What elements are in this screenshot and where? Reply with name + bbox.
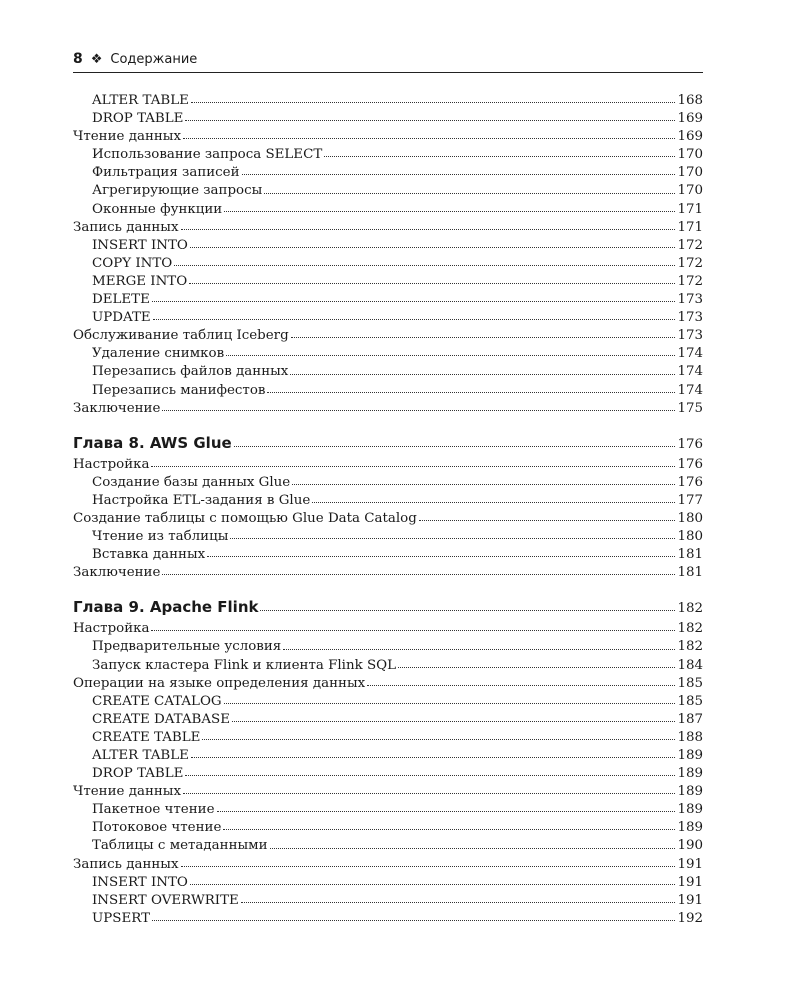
toc-entry-title: COPY INTO (92, 255, 173, 271)
toc-entry-title: INSERT OVERWRITE (92, 892, 239, 908)
toc-entry-title: MERGE INTO (92, 273, 188, 289)
toc-entry-title: Глава 9. Apache Flink (73, 598, 259, 617)
page-number: 8 (73, 51, 83, 67)
toc-subsection-entry[interactable] (73, 657, 703, 675)
dot-leader (181, 228, 676, 230)
dot-leader (224, 210, 675, 212)
toc-section-entry[interactable] (73, 456, 703, 474)
toc-entry-page: 182 (677, 639, 703, 655)
toc-entry-page: 182 (677, 601, 703, 617)
dot-leader (152, 919, 675, 921)
toc-subsection-entry[interactable] (73, 801, 703, 819)
toc-entry-title: DELETE (92, 292, 150, 308)
dot-leader (260, 609, 675, 611)
toc-entry-title: Заключение (73, 565, 161, 581)
toc-entry-title: Чтение из таблицы (92, 529, 229, 545)
toc-entry-page: 174 (677, 382, 703, 398)
toc-entry-page: 177 (677, 492, 703, 508)
toc-entry-page: 174 (677, 346, 703, 362)
dot-leader (191, 756, 676, 758)
toc-entry-title: Фильтрация записей (92, 165, 240, 181)
toc-entry-title: CREATE CATALOG (92, 693, 222, 709)
toc-entry-page: 189 (677, 784, 703, 800)
toc-entry-page: 182 (677, 621, 703, 637)
toc-entry-page: 188 (677, 729, 703, 745)
toc-entry-page: 190 (677, 838, 703, 854)
toc-entry-page: 176 (677, 456, 703, 472)
toc-entry-title: UPSERT (92, 910, 151, 926)
toc-entry-title: ALTER TABLE (92, 748, 189, 763)
toc-entry-title: Перезапись манифестов (92, 382, 266, 398)
toc-subsection-entry[interactable] (73, 492, 703, 510)
toc-section-entry[interactable] (73, 400, 703, 418)
dot-leader (152, 300, 676, 302)
dot-leader (230, 537, 675, 539)
dot-leader (241, 901, 676, 903)
toc-entry-page: 172 (677, 273, 703, 289)
toc-subsection-entry[interactable] (73, 747, 703, 765)
toc-subsection-entry[interactable] (73, 182, 703, 200)
toc-subsection-entry[interactable] (73, 638, 703, 656)
dot-leader (190, 246, 676, 248)
toc-subsection-entry[interactable] (73, 474, 703, 492)
toc-chapter-entry[interactable] (73, 432, 703, 454)
toc-subsection-entry[interactable] (73, 382, 703, 400)
toc-entry-title: Удаление снимков (92, 346, 225, 362)
toc-section-entry[interactable] (73, 675, 703, 693)
toc-entry-title: Заключение (73, 400, 161, 416)
toc-subsection-entry[interactable] (73, 910, 703, 928)
toc-subsection-entry[interactable] (73, 819, 703, 837)
toc-subsection-entry[interactable] (73, 837, 703, 855)
dot-leader (153, 318, 676, 320)
toc-entry-title: Настройка ETL-задания в Glue (92, 492, 311, 508)
toc-entry-page: 185 (677, 675, 703, 691)
toc-entry-page: 189 (677, 802, 703, 818)
toc-subsection-entry[interactable] (73, 345, 703, 363)
dot-leader (162, 573, 675, 575)
dot-leader (174, 264, 675, 266)
toc-entry-title: Вставка данных (92, 547, 206, 563)
toc-entry-title: INSERT INTO (92, 874, 188, 890)
toc-subsection-entry[interactable] (73, 201, 703, 219)
table-of-contents (73, 92, 703, 928)
toc-entry-title: Потоковое чтение (92, 820, 222, 836)
dot-leader (290, 373, 675, 375)
toc-entry-title: Чтение данных (73, 129, 182, 145)
toc-subsection-entry[interactable] (73, 363, 703, 381)
toc-entry-page: 170 (677, 183, 703, 199)
toc-subsection-entry[interactable] (73, 273, 703, 291)
toc-subsection-entry[interactable] (73, 255, 703, 273)
toc-entry-title: Перезапись файлов данных (92, 364, 289, 380)
dot-leader (419, 519, 676, 521)
toc-entry-title: DROP TABLE (92, 766, 184, 782)
dot-leader (183, 792, 675, 794)
toc-entry-page: 181 (677, 547, 703, 563)
toc-subsection-entry[interactable] (73, 765, 703, 783)
dot-leader (242, 173, 676, 175)
toc-section-entry[interactable] (73, 856, 703, 874)
toc-subsection-entry[interactable] (73, 693, 703, 711)
dot-leader (183, 137, 675, 139)
toc-section-entry[interactable] (73, 620, 703, 638)
dot-leader (234, 445, 676, 447)
toc-subsection-entry[interactable] (73, 237, 703, 255)
toc-entry-page: 175 (677, 400, 703, 416)
toc-entry-page: 173 (677, 310, 703, 326)
dot-leader (190, 883, 676, 885)
page (73, 48, 703, 928)
toc-entry-page: 176 (677, 436, 703, 452)
toc-entry-title: ALTER TABLE (92, 93, 189, 108)
dot-leader (189, 282, 675, 284)
toc-subsection-entry[interactable] (73, 92, 703, 110)
dot-leader (162, 409, 675, 411)
toc-entry-page: 184 (677, 657, 703, 673)
toc-subsection-entry[interactable] (73, 146, 703, 164)
toc-section-entry[interactable] (73, 783, 703, 801)
toc-entry-title: Запуск кластера Flink и клиента Flink SQL (92, 657, 396, 673)
toc-entry-title: Обслуживание таблиц Iceberg (73, 328, 289, 344)
toc-chapter-entry[interactable] (73, 596, 703, 618)
toc-entry-page: 170 (677, 147, 703, 163)
toc-entry-page: 172 (677, 237, 703, 253)
toc-entry-title: CREATE DATABASE (92, 711, 231, 727)
dot-leader (185, 774, 675, 776)
toc-entry-page: 192 (677, 910, 703, 926)
toc-entry-title: Агрегирующие запросы (92, 183, 263, 199)
toc-entry-title: Запись данных (73, 219, 179, 235)
toc-subsection-entry[interactable] (73, 110, 703, 128)
toc-entry-page: 191 (677, 892, 703, 908)
dot-leader (217, 810, 676, 812)
toc-entry-title: Предварительные условия (92, 639, 282, 655)
toc-entry-page: 185 (677, 693, 703, 709)
toc-subsection-entry[interactable] (73, 291, 703, 309)
toc-entry-title: Глава 8. AWS Glue (73, 433, 232, 452)
toc-entry-page: 172 (677, 255, 703, 271)
dot-leader (232, 720, 675, 722)
toc-entry-page: 174 (677, 364, 703, 380)
toc-entry-title: CREATE TABLE (92, 729, 201, 745)
dot-leader (270, 847, 676, 849)
dot-leader (207, 555, 675, 557)
dot-leader (324, 155, 675, 157)
toc-entry-page: 180 (677, 529, 703, 545)
dot-leader (267, 391, 675, 393)
toc-entry-title: Создание таблицы с помощью Glue Data Catalog (73, 510, 417, 526)
dot-leader (264, 192, 675, 194)
toc-entry-page: 180 (677, 510, 703, 526)
toc-entry-page: 191 (677, 856, 703, 872)
toc-entry-page: 189 (677, 766, 703, 782)
dot-leader (151, 629, 675, 631)
toc-entry-title: UPDATE (92, 310, 151, 326)
dot-leader (292, 483, 675, 485)
toc-section-entry[interactable] (73, 327, 703, 345)
toc-entry-page: 173 (677, 328, 703, 344)
toc-entry-page: 187 (677, 711, 703, 727)
dot-leader (151, 465, 675, 467)
toc-entry-title: Чтение данных (73, 784, 182, 800)
toc-subsection-entry[interactable] (73, 874, 703, 892)
running-header (73, 48, 703, 73)
toc-entry-page: 176 (677, 474, 703, 490)
toc-entry-page: 171 (677, 201, 703, 217)
dot-leader (224, 702, 676, 704)
toc-entry-title: DROP TABLE (92, 111, 184, 127)
dot-leader (398, 666, 675, 668)
toc-entry-page: 189 (677, 748, 703, 763)
toc-entry-title: INSERT INTO (92, 237, 188, 253)
toc-entry-page: 189 (677, 820, 703, 836)
toc-subsection-entry[interactable] (73, 892, 703, 910)
dot-leader (223, 828, 675, 830)
toc-entry-title: Оконные функции (92, 201, 223, 217)
toc-section-entry[interactable] (73, 219, 703, 237)
dot-leader (181, 865, 676, 867)
dot-leader (226, 354, 675, 356)
dot-leader (185, 119, 675, 121)
dot-leader (367, 684, 675, 686)
toc-entry-page: 168 (677, 93, 703, 108)
toc-subsection-entry[interactable] (73, 729, 703, 747)
dot-leader (191, 101, 676, 103)
toc-entry-title: Использование запроса SELECT (92, 147, 323, 163)
toc-section-entry[interactable] (73, 564, 703, 582)
dot-leader (312, 501, 675, 503)
toc-entry-page: 181 (677, 565, 703, 581)
dot-leader (291, 336, 676, 338)
dot-leader (202, 738, 675, 740)
toc-entry-page: 173 (677, 292, 703, 308)
toc-entry-title: Операции на языке определения данных (73, 675, 366, 691)
toc-entry-page: 170 (677, 165, 703, 181)
toc-subsection-entry[interactable] (73, 528, 703, 546)
toc-entry-page: 191 (677, 874, 703, 890)
toc-entry-title: Настройка (73, 621, 150, 637)
toc-section-entry[interactable] (73, 128, 703, 146)
toc-subsection-entry[interactable] (73, 164, 703, 182)
toc-subsection-entry[interactable] (73, 309, 703, 327)
dot-leader (283, 648, 675, 650)
toc-subsection-entry[interactable] (73, 546, 703, 564)
toc-entry-page: 169 (677, 129, 703, 145)
toc-entry-title: Пакетное чтение (92, 802, 215, 818)
toc-entry-title: Создание базы данных Glue (92, 474, 291, 490)
toc-entry-title: Таблицы с метаданными (92, 838, 268, 854)
toc-section-entry[interactable] (73, 510, 703, 528)
toc-entry-title: Настройка (73, 456, 150, 472)
toc-entry-page: 169 (677, 111, 703, 127)
running-header-title: Содержание (110, 51, 198, 67)
toc-subsection-entry[interactable] (73, 711, 703, 729)
toc-entry-title: Запись данных (73, 856, 179, 872)
toc-entry-page: 171 (677, 219, 703, 235)
ornament-icon: ❖ (90, 51, 103, 67)
